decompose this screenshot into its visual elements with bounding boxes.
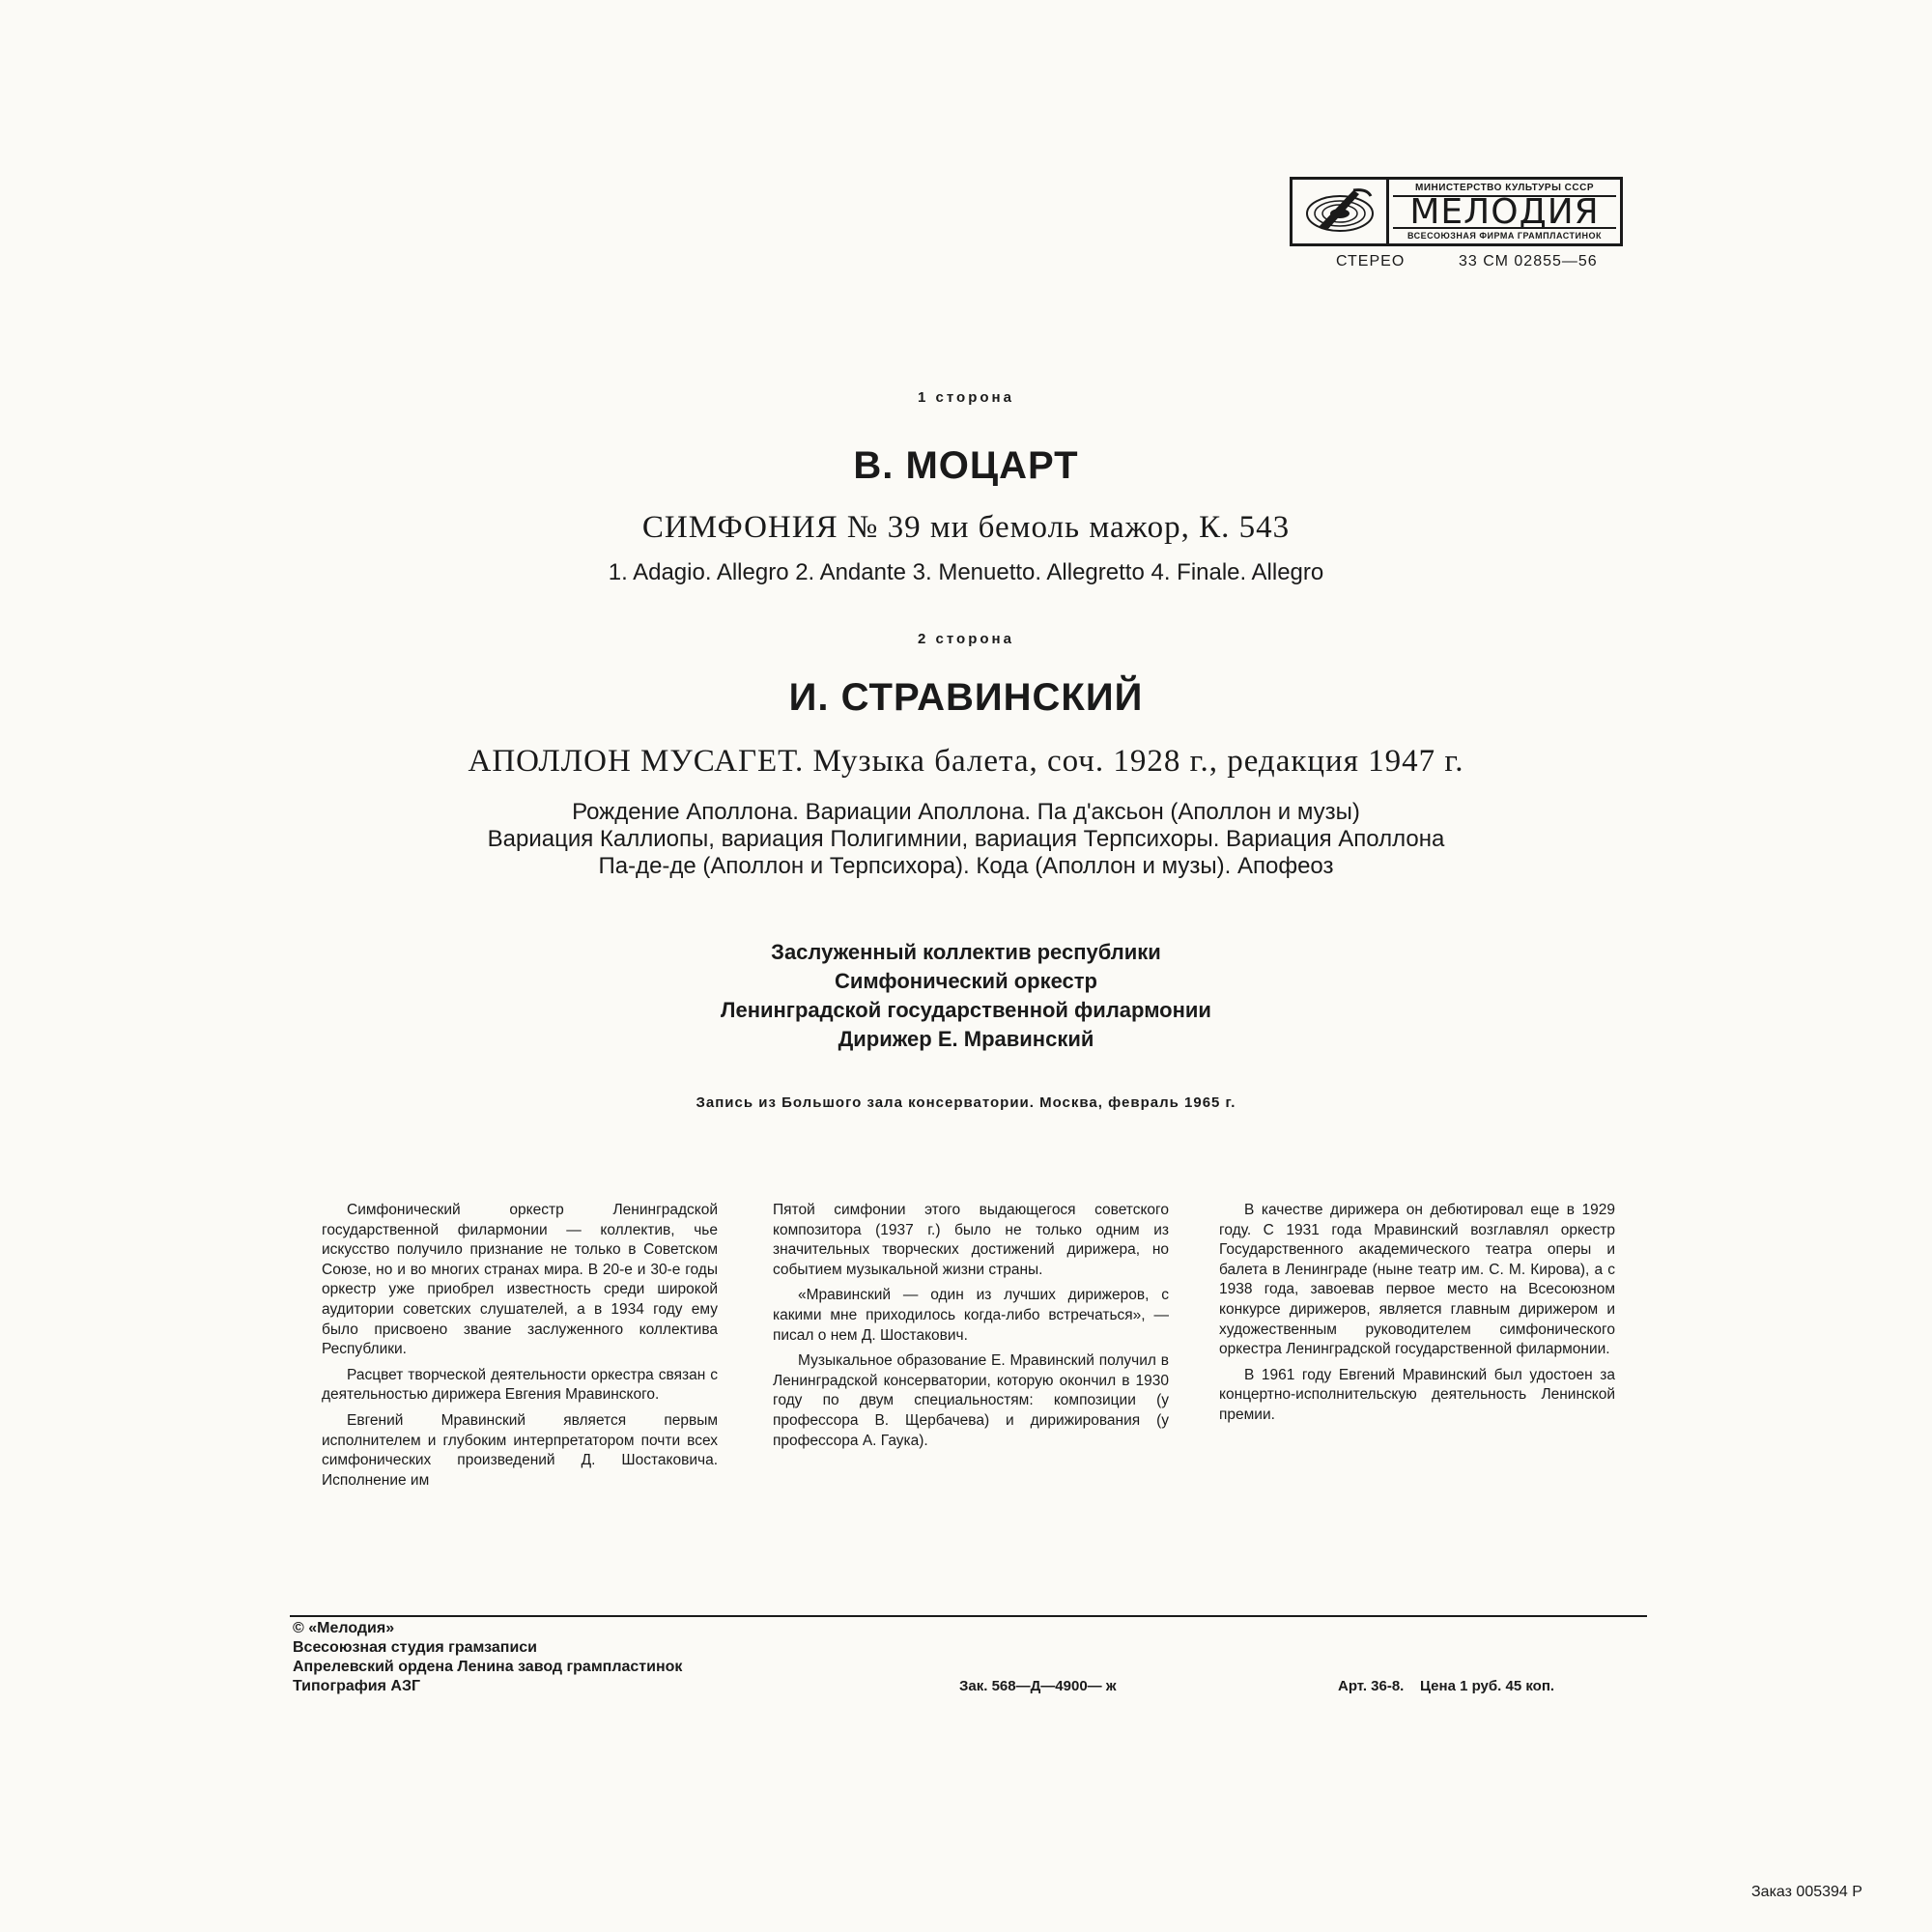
- print-order: Зак. 568—Д—4900— ж: [959, 1678, 1117, 1694]
- side2-movement-line: Па-де-де (Аполлон и Терпсихора). Кода (Аполлон и музы). Апофеоз: [598, 853, 1334, 879]
- side2-movement-line: Рождение Аполлона. Вариации Аполлона. Па д'аксьон (Аполлон и музы): [572, 799, 1360, 825]
- melodiya-logo: [1290, 177, 1623, 246]
- printer-line: Типография АЗГ: [293, 1678, 421, 1694]
- conductor-line: [0, 1025, 1932, 1054]
- copyright-line: © «Мелодия»: [293, 1620, 395, 1636]
- side2-movement-line: Вариация Каллиопы, вариация Полигимнии, вариация Терпсихоры. Вариация Аполлона: [487, 826, 1445, 852]
- performers-block: [0, 938, 1932, 1054]
- side2-work: АПОЛЛОН МУСАГЕТ. Музыка балета, соч. 1928 г., редакция 1947 г.: [468, 744, 1464, 779]
- performers-line: Заслуженный коллектив республики: [771, 940, 1161, 964]
- side1-work: СИМФОНИЯ № 39 ми бемоль мажор, К. 543: [641, 510, 1291, 545]
- notes-paragraph: Евгений Мравинский является первым исполнителем и глубоким интерпретатором почти всех симфонических произведений Д. Шостаковича. Исполнение им: [322, 1411, 718, 1489]
- notes-paragraph: Симфонический оркестр Ленинградской государственной филармонии — коллектив, чье искусство получило признание не только в Советском Союзе, но и во многих странах мира. В 20-е и 30-е годы оркестр уже приобрел известность среди широкой аудитории советских слушателей, а в 1934 году ему было присвоено звание заслуженного коллектива Республики.: [322, 1202, 718, 1358]
- side2-composer: И. СТРАВИНСКИЙ: [788, 676, 1144, 719]
- stereo-label: СТЕРЕО: [1336, 253, 1406, 270]
- notes-paragraph: «Мравинский — один из лучших дирижеров, с какими мне приходилось когда-либо встречаться», — писал о нем Д. Шостакович.: [773, 1287, 1169, 1344]
- notes-paragraph: Пятой симфонии этого выдающегося советского композитора (1937 г.) было не только одним из значительных творческих достижений дирижера, но событием музыкальной жизни страны.: [773, 1202, 1169, 1278]
- corner-order-number: Заказ 005394 Р: [1751, 1884, 1862, 1900]
- logo-ministry: МИНИСТЕРСТВО КУЛЬТУРЫ СССР: [1393, 183, 1616, 197]
- side1-composer: В. МОЦАРТ: [853, 444, 1079, 487]
- logo-brand: МЕЛОДИЯ: [1409, 191, 1600, 232]
- logo-firm: ВСЕСОЮЗНАЯ ФИРМА ГРАМПЛАСТИНОК: [1393, 227, 1616, 241]
- conductor-name: Е. Мравинский: [937, 1027, 1094, 1051]
- notes-column-3: [1219, 1201, 1615, 1426]
- catalog-number: 33 СМ 02855—56: [1459, 253, 1598, 270]
- performers-line: Ленинградской государственной филармонии: [721, 998, 1211, 1022]
- footer-credits: [293, 1619, 682, 1696]
- side1-movements: 1. Adagio. Allegro 2. Andante 3. Menuetto. Allegretto 4. Finale. Allegro: [608, 559, 1324, 585]
- notes-paragraph: Музыкальное образование Е. Мравинский получил в Ленинградской консерватории, которую окончил в 1930 году по двум специальностям: композиции (у профессора В. Щербачева) и дирижирования (у профессора А. Гаука).: [773, 1352, 1169, 1449]
- footer-rule: [290, 1615, 1647, 1617]
- notes-paragraph: В 1961 году Евгений Мравинский был удостоен за концертно-исполнительскую деятельность Ленинской премии.: [1219, 1366, 1615, 1423]
- melodiya-emblem-icon: [1293, 180, 1389, 243]
- price-line: [1338, 1678, 1554, 1694]
- price: Цена 1 руб. 45 коп.: [1420, 1678, 1555, 1694]
- side1-label: 1 сторона: [918, 389, 1014, 406]
- notes-column-2: [773, 1201, 1169, 1451]
- performers-line: Симфонический оркестр: [834, 969, 1097, 993]
- notes-paragraph: В качестве дирижера он дебютировал еще в 1929 году. С 1931 года Мравинский возглавлял оркестр Государственного академического театра оперы и балета в Ленинграде (ныне театр им. С. М. Кирова), а с 1938 года, завоевав первое место на Всесоюзном конкурсе дирижеров, является главным дирижером и художественным руководителем симфонического оркестра Ленинградской государственной филармонии.: [1219, 1202, 1615, 1358]
- studio-line: Всесоюзная студия грамзаписи: [293, 1639, 538, 1656]
- side2-label: 2 сторона: [918, 631, 1014, 647]
- recording-note: Запись из Большого зала консерватории. Москва, февраль 1965 г.: [696, 1094, 1236, 1111]
- notes-paragraph: Расцвет творческой деятельности оркестра связан с деятельностью дирижера Евгения Мравинского.: [322, 1366, 718, 1404]
- conductor-prefix: Дирижер: [838, 1027, 938, 1051]
- plant-line: Апрелевский ордена Ленина завод грампластинок: [293, 1659, 683, 1675]
- article-number: Арт. 36-8.: [1338, 1678, 1405, 1694]
- notes-column-1: [322, 1201, 718, 1491]
